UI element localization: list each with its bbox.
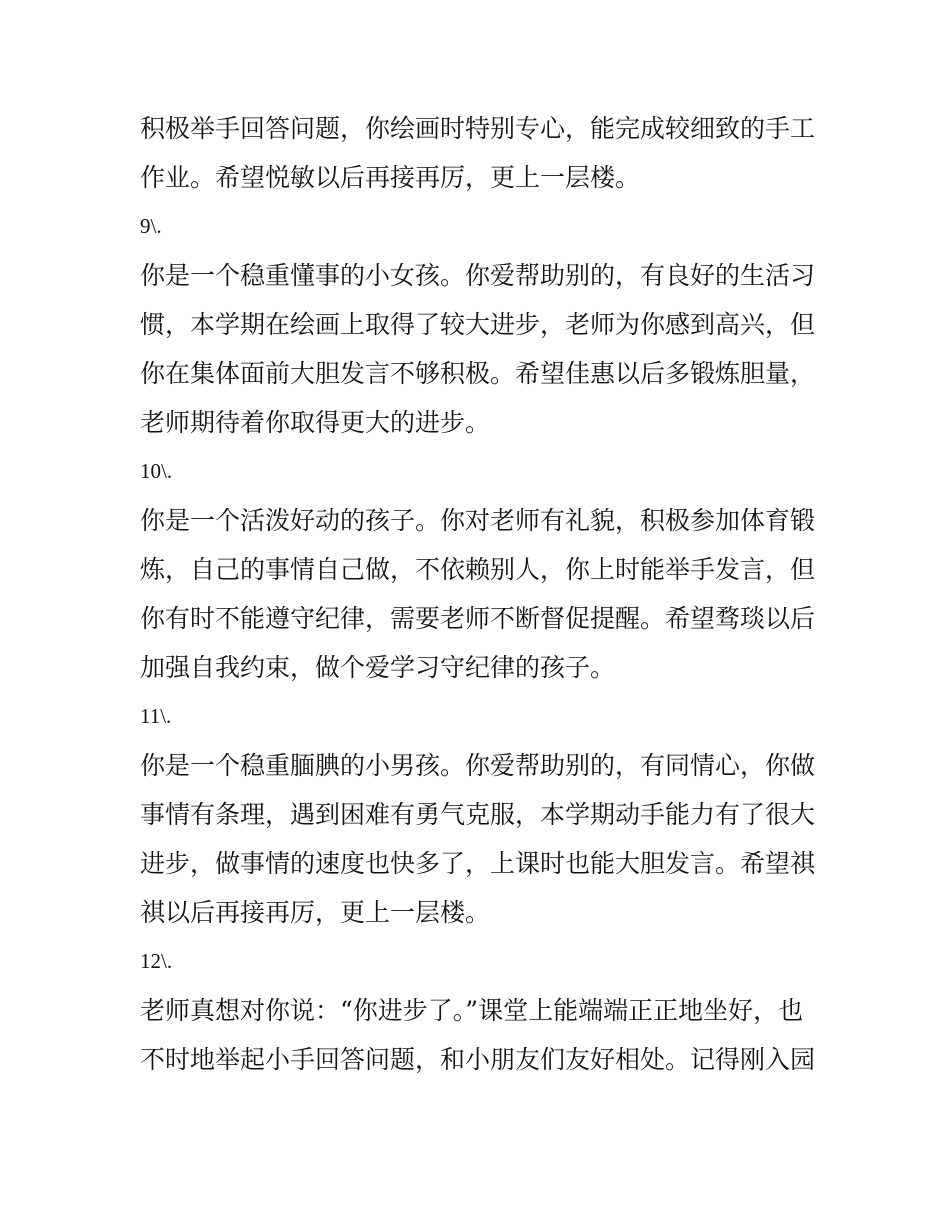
- paragraph-line: 你是一个活泼好动的孩子。你对老师有礼貌，积极参加体育锻: [140, 506, 816, 535]
- paragraph-line: 进步，做事情的速度也快多了，上课时也能大胆发言。希望祺: [140, 849, 816, 878]
- paragraph-line: 惯，本学期在绘画上取得了较大进步，老师为你感到高兴，但: [140, 310, 816, 339]
- paragraph-line: 事情有条理，遇到困难有勇气克服，本学期动手能力有了很大: [140, 800, 816, 829]
- document-body: [140, 104, 816, 1084]
- paragraph-line: 老师期待着你取得更大的进步。: [140, 408, 491, 437]
- paragraph-line: 炼，自己的事情自己做，不依赖别人，你上时能举手发言，但: [140, 555, 816, 584]
- paragraph-line: 你是一个稳重懂事的小女孩。你爱帮助别的，有良好的生活习: [140, 261, 816, 290]
- paragraph-line: 祺以后再接再厉，更上一层楼。: [140, 898, 491, 927]
- paragraph-line: 不时地举起小手回答问题，和小朋友们友好相处。记得刚入园: [140, 1045, 816, 1074]
- paragraph-line: 你是一个稳重腼腆的小男孩。你爱帮助别的，有同情心，你做: [140, 751, 816, 780]
- item-number: 12\.: [140, 949, 173, 973]
- paragraph-line: 你在集体面前大胆发言不够积极。希望佳惠以后多锻炼胆量，: [140, 359, 816, 388]
- paragraph-line: 积极举手回答问题，你绘画时特别专心，能完成较细致的手工: [140, 114, 816, 143]
- item-number: 9\.: [140, 214, 162, 238]
- item-number: 11\.: [140, 704, 172, 728]
- paragraph-line: 老师真想对你说：“你进步了。”课堂上能端端正正地坐好，也: [140, 996, 804, 1025]
- item-number: 10\.: [140, 459, 173, 483]
- paragraph-line: 加强自我约束，做个爱学习守纪律的孩子。: [140, 653, 616, 682]
- paragraph-line: 作业。希望悦敏以后再接再厉，更上一层楼。: [140, 163, 641, 192]
- paragraph-line: 你有时不能遵守纪律，需要老师不断督促提醒。希望骛琰以后: [140, 604, 816, 633]
